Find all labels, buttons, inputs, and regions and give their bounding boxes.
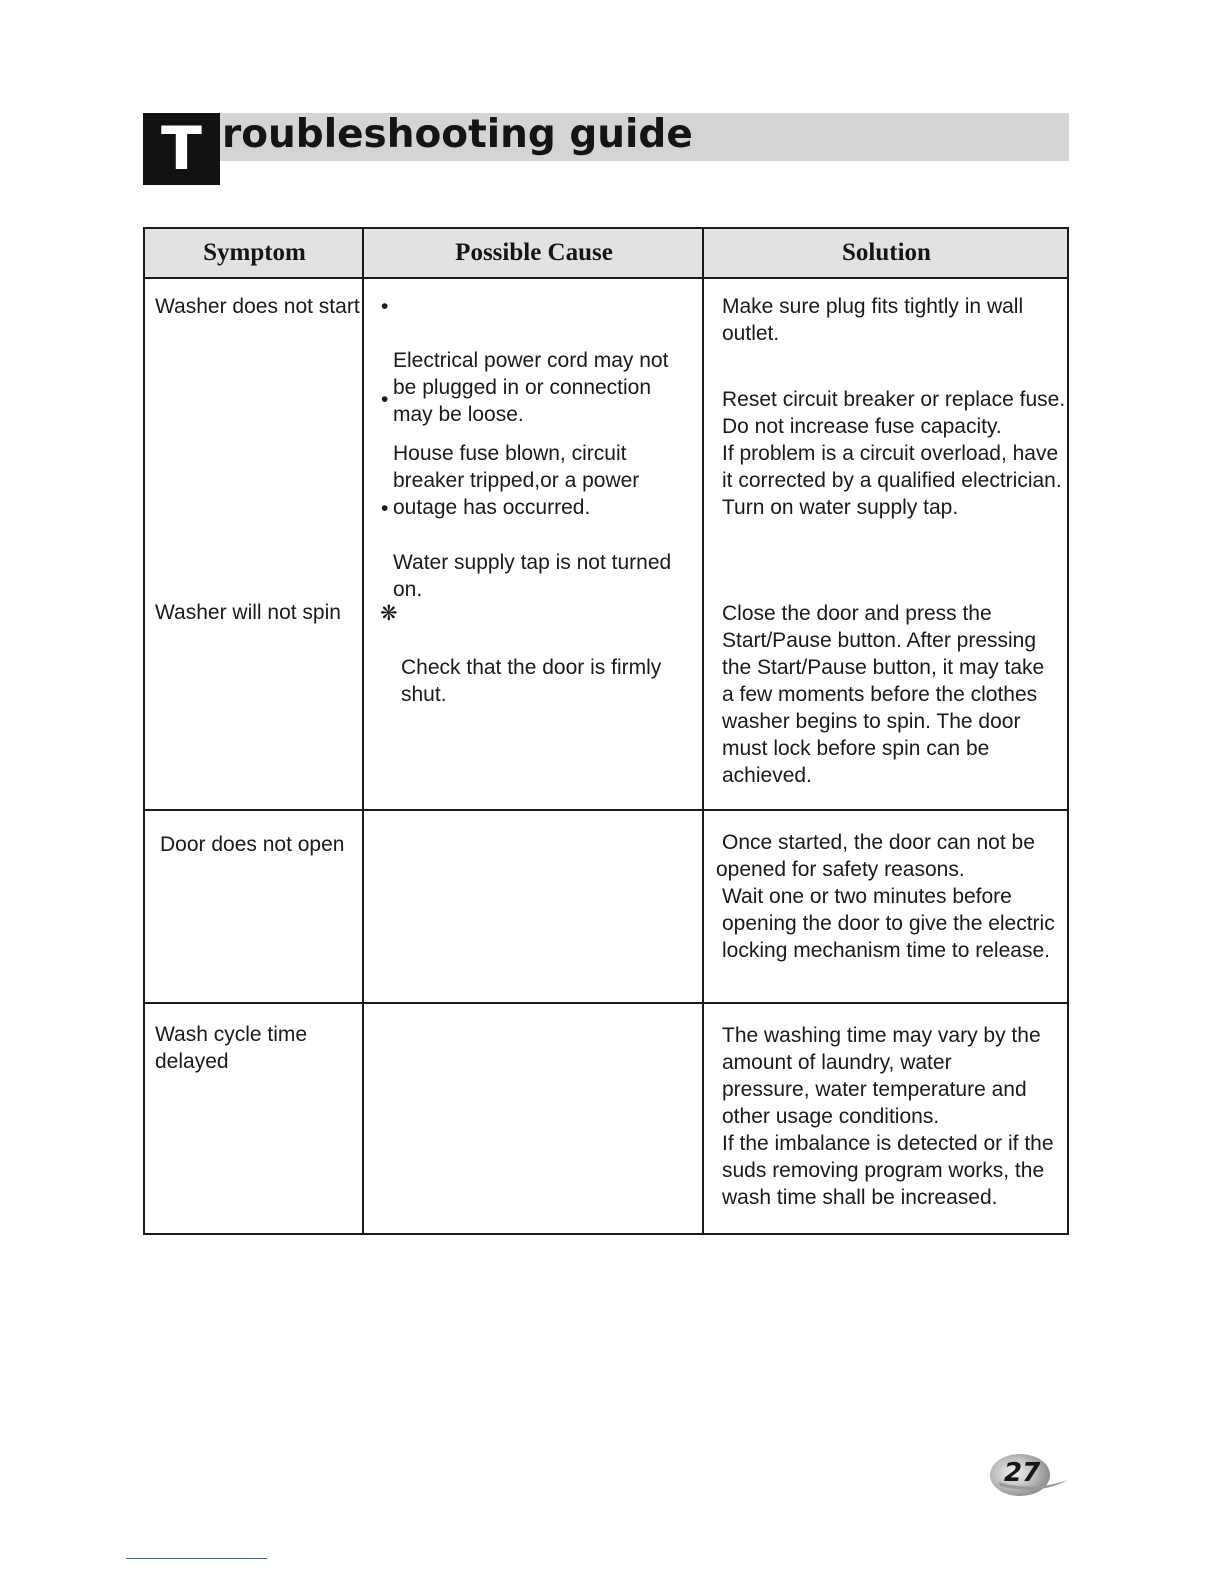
page-number-badge — [988, 1452, 1068, 1500]
solution-text: Wait one or two minutes before opening the door to give the electric locking mechanism time to release. — [722, 885, 1055, 962]
cause-text: Check that the door is firmly shut. — [401, 656, 662, 706]
table-header-row — [145, 229, 1067, 278]
header-possible-cause: Possible Cause — [455, 239, 613, 266]
header-symptom: Symptom — [203, 239, 306, 266]
column-divider — [362, 229, 364, 1233]
row-divider — [145, 1002, 1067, 1004]
cause-text: House fuse blown, circuit breaker tripped,or a power outage has occurred. — [393, 442, 640, 519]
troubleshooting-table — [143, 227, 1069, 1235]
page-number: 27 — [1004, 1458, 1041, 1488]
page-title: roubleshooting guide — [222, 112, 693, 157]
title-initial-box — [143, 113, 220, 185]
solution-text: Once started, the door can not be — [722, 831, 1035, 854]
cause-item — [381, 495, 672, 603]
cause-text: Electrical power cord may not be plugged in or connection may be loose. — [393, 349, 669, 426]
solution-text: Reset circuit breaker or replace fuse. Do not increase fuse capacity. If problem is a circuit overload, have it corrected by a qualified electrician. Turn on water supply tap. — [722, 388, 1066, 519]
bullet-icon: • — [381, 497, 389, 520]
solution-text: The washing time may vary by the amount of laundry, water pressure, water temperature and other usage conditions. If the imbalance is detected or if the suds removing program works, the wash time shall be increased. — [722, 1024, 1054, 1209]
solution-text: Close the door and press the Start/Pause button. After pressing the Start/Pause button, it may take a few moments before the clothes washer begins to spin. The door must lock before spin can be achieved. — [722, 602, 1045, 787]
title-initial-letter: T — [161, 114, 202, 184]
symptom-door-does-not-open: Door does not open — [160, 833, 345, 856]
solution-text: Make sure plug fits tightly in wall outlet. — [722, 295, 1024, 345]
symptom-wash-cycle-time-delayed: Wash cycle time delayed — [155, 1023, 308, 1073]
bullet-icon: • — [381, 295, 389, 318]
column-divider — [702, 229, 704, 1233]
symptom-washer-will-not-spin: Washer will not spin — [155, 601, 341, 624]
row-divider — [145, 809, 1067, 811]
bullet-icon: • — [381, 388, 389, 411]
cause-text: Water supply tap is not turned on. — [393, 551, 672, 601]
asterisk-marker-icon: ❋ — [380, 602, 398, 625]
footer-line — [126, 1558, 267, 1559]
symptom-washer-does-not-start: Washer does not start — [155, 295, 360, 318]
row-divider — [145, 277, 1067, 279]
solution-text: opened for safety reasons. — [716, 858, 965, 881]
header-solution: Solution — [842, 239, 931, 266]
cause-item — [380, 600, 662, 708]
